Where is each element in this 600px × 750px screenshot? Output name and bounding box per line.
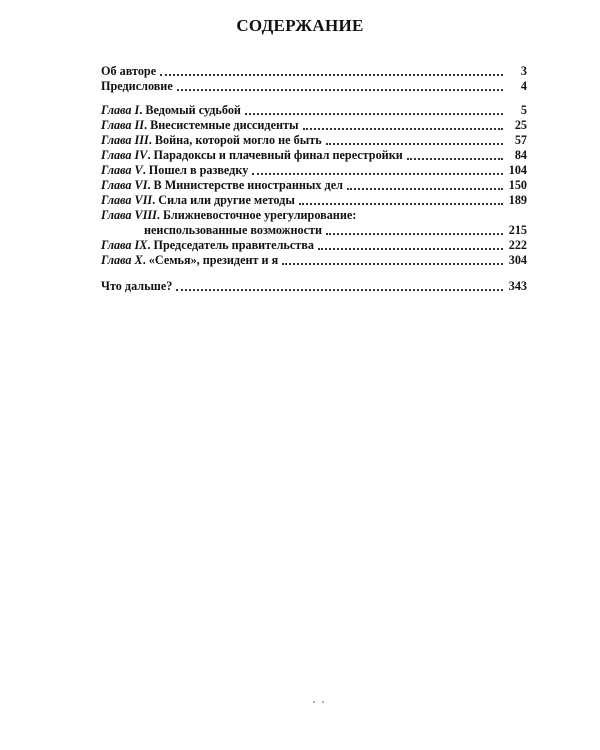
dot-leader	[245, 113, 503, 115]
page-number: 3	[520, 64, 527, 78]
dot-leader	[347, 188, 503, 190]
toc-entry-chapter-6[interactable]	[101, 178, 527, 193]
chapter-label: Глава I	[101, 103, 140, 117]
toc-entry-chapter-5[interactable]	[101, 163, 527, 178]
entry-title: . Внесистемные диссиденты	[144, 118, 299, 132]
entry-title: . Война, которой могло не быть	[148, 133, 322, 147]
page-number: 57	[514, 133, 527, 147]
entry-title: Об авторе	[101, 64, 157, 78]
toc-entry-chapter-9[interactable]	[101, 238, 527, 253]
dot-leader	[303, 128, 503, 130]
page-number: 343	[508, 279, 527, 293]
toc-entry-chapter-4[interactable]	[101, 148, 527, 163]
chapter-label: Глава VII	[101, 193, 153, 207]
chapter-label: Глава IX	[101, 238, 148, 252]
entry-title: . Ведомый судьбой	[139, 103, 241, 117]
entry-title: . Ближневосточное урегулирование:	[156, 208, 357, 222]
entry-title: . Председатель правительства	[147, 238, 314, 252]
dot-leader	[318, 248, 503, 250]
entry-title: . «Семья», президент и я	[142, 253, 279, 267]
entry-title: Предисловие	[101, 79, 173, 93]
toc-entry-chapter-8-cont[interactable]	[101, 223, 527, 238]
page-number: 5	[520, 103, 527, 117]
page-number: 189	[508, 193, 527, 207]
chapter-label: Глава II	[101, 118, 145, 132]
page-number: 84	[514, 148, 527, 162]
dot-leader	[177, 89, 503, 91]
entry-title: . В Министерстве иностранных дел	[147, 178, 343, 192]
dot-leader	[407, 158, 503, 160]
chapter-label: Глава X	[101, 253, 143, 267]
toc-entry-about-author[interactable]	[101, 64, 527, 79]
dot-leader	[252, 173, 503, 175]
page-number: 304	[508, 253, 527, 267]
page-number: 104	[508, 163, 527, 177]
page-number: 4	[520, 79, 527, 93]
dot-leader	[160, 74, 503, 76]
entry-title: . Сила или другие методы	[152, 193, 295, 207]
page-number: 215	[508, 223, 527, 237]
dot-leader	[326, 143, 503, 145]
chapter-label: Глава IV	[101, 148, 148, 162]
page-number: 25	[514, 118, 527, 132]
dot-leader	[176, 289, 503, 291]
toc-entry-chapter-1[interactable]	[101, 103, 527, 118]
chapter-label: Глава V	[101, 163, 143, 177]
page-number: 222	[508, 238, 527, 252]
print-speck	[313, 699, 327, 705]
dot-leader	[326, 233, 503, 235]
chapter-label: Глава VI	[101, 178, 148, 192]
entry-title: неиспользованные возможности	[144, 223, 323, 237]
dot-leader	[282, 263, 503, 265]
chapter-label: Глава III	[101, 133, 149, 147]
page-number: 150	[508, 178, 527, 192]
dot-leader	[299, 203, 503, 205]
entry-title: . Парадоксы и плачевный финал перестройки	[147, 148, 403, 162]
toc-entry-chapter-3[interactable]	[101, 133, 527, 148]
toc-entry-preface[interactable]	[101, 79, 527, 94]
chapter-label: Глава VIII	[101, 208, 157, 222]
contents-title: СОДЕРЖАНИЕ	[236, 16, 364, 35]
toc-entry-whats-next[interactable]	[101, 279, 527, 294]
entry-title: Что дальше?	[101, 279, 173, 293]
toc-entry-chapter-8[interactable]	[101, 208, 527, 223]
toc-entry-chapter-7[interactable]	[101, 193, 527, 208]
toc-entry-chapter-10[interactable]	[101, 253, 527, 268]
entry-title: . Пошел в разведку	[142, 163, 249, 177]
toc-entry-chapter-2[interactable]	[101, 118, 527, 133]
